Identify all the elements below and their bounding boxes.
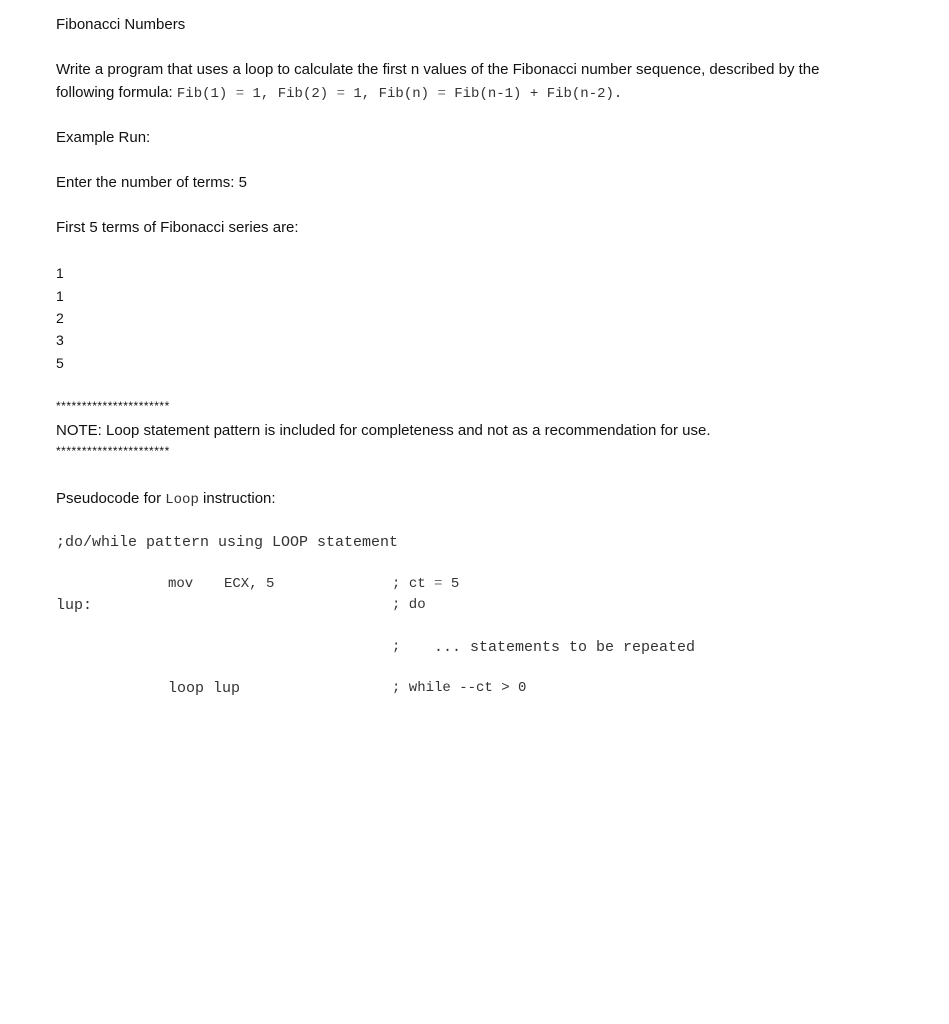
code-comment-semicolon: ; <box>392 639 401 655</box>
formula-eq2: = <box>336 86 345 102</box>
formula-fibn1: Fib(n-1) <box>454 86 522 102</box>
code-comment-header: ;do/while pattern using LOOP statement <box>56 534 399 551</box>
formula-fibn2: Fib(n-2). <box>546 86 623 102</box>
code-comment-while: ; while --ct > 0 <box>392 680 527 696</box>
code-instr-loop: loop lup <box>168 680 241 697</box>
series-value: 3 <box>56 332 64 348</box>
intro-line-2-prefix: following formula: <box>56 84 177 101</box>
pseudocode-label-code: Loop <box>165 492 199 508</box>
prompt-line: Enter the number of terms: 5 <box>56 174 247 191</box>
intro-line-2 <box>56 84 622 102</box>
series-value: 2 <box>56 310 64 326</box>
series-value: 1 <box>56 288 64 304</box>
formula-plus: + <box>529 86 539 102</box>
stars-divider-top: ********************** <box>56 399 170 413</box>
formula-fib1: Fib(1) <box>176 86 228 102</box>
formula <box>177 86 622 102</box>
formula-fibn: Fib(n) <box>378 86 430 102</box>
formula-fib2: Fib(2) <box>277 86 329 102</box>
code-operands-mov: ECX, 5 <box>224 576 275 592</box>
comment-semicolon: ; <box>392 576 401 592</box>
code-comment-ct <box>392 576 459 592</box>
formula-one1: 1, <box>252 86 270 102</box>
pseudocode-label-prefix: Pseudocode for <box>56 490 166 507</box>
formula-eq3: = <box>437 86 446 102</box>
code-comment-do: ; do <box>392 597 426 613</box>
pseudocode-label <box>56 490 276 508</box>
series-value: 1 <box>56 265 64 281</box>
note-text: NOTE: Loop statement pattern is included for completeness and not as a recommendation for use. <box>56 422 711 439</box>
code-label-lup: lup: <box>56 597 93 614</box>
series-header: First 5 terms of Fibonacci series are: <box>56 219 299 236</box>
comment-ct-val: 5 <box>450 576 460 592</box>
code-instr-mov: mov <box>168 576 194 592</box>
stars-divider-bottom: ********************** <box>56 444 170 458</box>
intro-line-1: Write a program that uses a loop to calculate the first n values of the Fibonacci number sequence, described by the <box>56 61 820 78</box>
page-title: Fibonacci Numbers <box>56 16 186 33</box>
code-comment-statements: ... statements to be repeated <box>434 639 696 656</box>
example-run-label: Example Run: <box>56 129 151 146</box>
pseudocode-label-suffix: instruction: <box>198 490 276 507</box>
formula-eq1: = <box>235 86 245 102</box>
comment-ct-text: ct <box>408 576 426 592</box>
series-value: 5 <box>56 355 64 371</box>
formula-one2: 1, <box>353 86 371 102</box>
comment-ct-eq: = <box>434 576 443 592</box>
